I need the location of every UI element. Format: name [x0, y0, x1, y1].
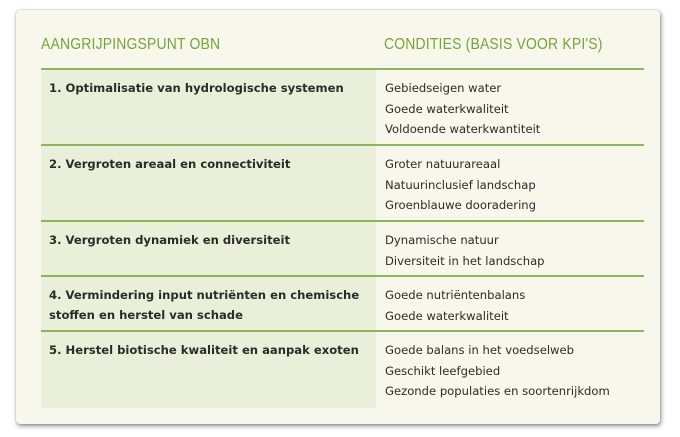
- condition-item: Groenblauwe dooradering: [385, 198, 537, 212]
- point-cell: [41, 70, 376, 146]
- point-text: 1. Optimalisatie van hydrologische systemen: [49, 81, 344, 95]
- point-cell: [41, 146, 376, 222]
- conditions-cell: [376, 70, 644, 146]
- point-text: 2. Vergroten areaal en connectiviteit: [49, 157, 291, 171]
- table-row: [41, 275, 644, 332]
- table-row: [41, 68, 644, 146]
- table-row: [41, 220, 644, 277]
- point-text: 5. Herstel biotische kwaliteit en aanpak exoten: [49, 343, 359, 357]
- conditions-cell: [376, 146, 644, 222]
- condition-item: Natuurinclusief landschap: [385, 177, 536, 192]
- point-text: 3. Vergroten dynamiek en diversiteit: [49, 233, 291, 247]
- condition-item: Goede nutriëntenbalans: [385, 288, 526, 302]
- conditions-cell: [376, 277, 644, 332]
- condition-item: Goede waterkwaliteit: [385, 101, 509, 116]
- condition-item: Dynamische natuur: [385, 233, 499, 247]
- condition-item: Diversiteit in het landschap: [385, 253, 545, 268]
- header-condities: CONDITIES (BASIS VOOR KPI'S): [384, 36, 603, 53]
- condition-item: Groter natuurareaal: [385, 157, 501, 171]
- conditions-list: [385, 78, 540, 140]
- table-row: [41, 144, 644, 222]
- conditions-cell: [376, 332, 644, 408]
- table-row: [41, 330, 644, 408]
- conditions-list: [385, 230, 545, 271]
- conditions-list: [385, 154, 536, 216]
- condition-item: Goede balans in het voedselweb: [385, 343, 575, 357]
- header-aangrijpingspunt: AANGRIJPINGSPUNT OBN: [41, 36, 221, 53]
- conditions-cell: [376, 222, 644, 277]
- point-cell: [41, 222, 376, 277]
- conditions-list: [385, 340, 610, 402]
- point-cell: [41, 277, 376, 332]
- condition-item: Voldoende waterkwantiteit: [385, 122, 541, 136]
- conditions-list: [385, 285, 525, 326]
- condition-item: Gebiedseigen water: [385, 81, 502, 95]
- point-cell: [41, 332, 376, 408]
- point-text: 4. Vermindering input nutriënten en chemische stoffen en herstel van schade: [49, 288, 360, 322]
- condition-item: Goede waterkwaliteit: [385, 308, 509, 323]
- condition-item: Geschikt leefgebied: [385, 363, 501, 378]
- condition-item: Gezonde populaties en soortenrijkdom: [385, 384, 610, 398]
